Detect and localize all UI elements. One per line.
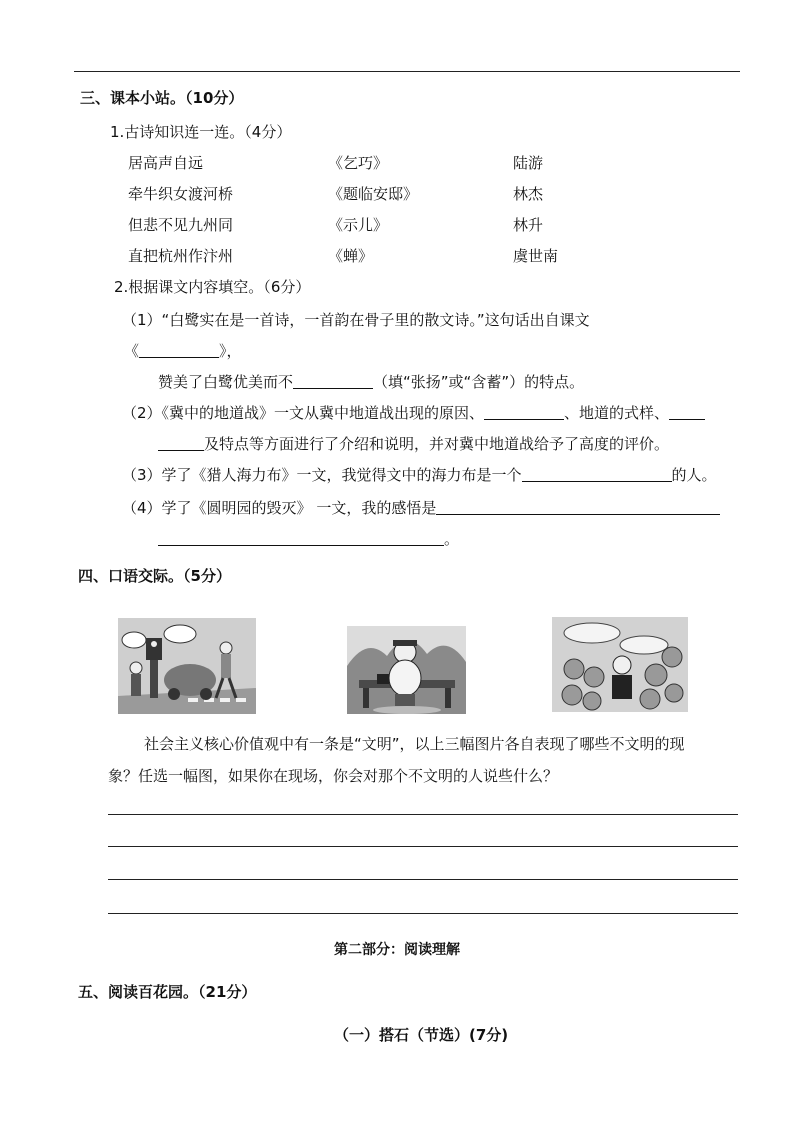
poem-line-1: 居高声自远 bbox=[128, 154, 204, 172]
oral-prompt-line2: 象？任选一幅图，如果你在现场，你会对那个不文明的人说些什么？ bbox=[108, 767, 559, 785]
blank-tunnel-2a[interactable] bbox=[669, 404, 705, 420]
poem-line-4: 直把杭州作汴州 bbox=[128, 247, 234, 265]
blank-insight-2[interactable] bbox=[158, 530, 444, 546]
reading-1-title: （一）搭石（节选）(7分) bbox=[334, 1026, 509, 1044]
poet-4: 虞世南 bbox=[513, 247, 559, 265]
q1-label: 1.古诗知识连一连。（4分） bbox=[110, 123, 292, 141]
poem-title-3: 《示儿》 bbox=[328, 216, 389, 234]
blank-tunnel-1[interactable] bbox=[484, 404, 564, 420]
section3-title: 三、课本小站。（10分） bbox=[80, 89, 244, 107]
q2-p4-line2: 。 bbox=[158, 528, 459, 549]
header-rule bbox=[74, 71, 740, 72]
bullying-cartoon bbox=[552, 617, 688, 712]
blank-trait[interactable] bbox=[293, 373, 373, 389]
poem-line-3: 但悲不见九州同 bbox=[128, 216, 234, 234]
q2-p1-line2: 《 》， bbox=[124, 342, 242, 360]
answer-line-3[interactable] bbox=[108, 879, 738, 880]
answer-line-1[interactable] bbox=[108, 814, 738, 815]
blank-hailibu[interactable] bbox=[522, 466, 672, 482]
blank-insight-1[interactable] bbox=[436, 499, 720, 515]
blank-lesson-title[interactable] bbox=[139, 342, 219, 358]
poet-1: 陆游 bbox=[513, 154, 544, 172]
section4-title: 四、口语交际。（5分） bbox=[78, 567, 231, 585]
q2-p2-line1: （2）《冀中的地道战》一文从冀中地道战出现的原因、 、地道的式样、 bbox=[122, 402, 705, 423]
q2-p2-line2: 及特点等方面进行了介绍和说明，并对冀中地道战给予了高度的评价。 bbox=[158, 433, 669, 454]
oral-prompt-line1: 社会主义核心价值观中有一条是“文明”，以上三幅图片各自表现了哪些不文明的现 bbox=[144, 735, 685, 753]
q2-p1-line1: （1）“白鹭实在是一首诗，一首韵在骨子里的散文诗。”这句话出自课文 bbox=[122, 311, 590, 329]
blank-tunnel-2b[interactable] bbox=[158, 435, 204, 451]
q2-label: 2.根据课文内容填空。（6分） bbox=[114, 278, 311, 296]
poem-line-2: 牵牛织女渡河桥 bbox=[128, 185, 234, 203]
answer-line-4[interactable] bbox=[108, 913, 738, 914]
poem-title-4: 《蝉》 bbox=[328, 247, 374, 265]
answer-line-2[interactable] bbox=[108, 846, 738, 847]
littering-cartoon bbox=[347, 626, 466, 714]
poet-3: 林升 bbox=[513, 216, 544, 234]
jaywalking-cartoon bbox=[118, 618, 256, 714]
part2-title: 第二部分：阅读理解 bbox=[334, 942, 460, 958]
q2-p3: （3）学了《猎人海力布》一文，我觉得文中的海力布是一个 的人。 bbox=[122, 466, 717, 484]
poem-title-1: 《乞巧》 bbox=[328, 154, 389, 172]
poet-2: 林杰 bbox=[513, 185, 544, 203]
q2-p4-line1: （4）学了《圆明园的毁灭》 一文，我的感悟是 bbox=[122, 497, 720, 518]
poem-title-2: 《题临安邸》 bbox=[328, 185, 419, 203]
section5-title: 五、阅读百花园。（21分） bbox=[78, 983, 257, 1001]
q2-p1-line3: 赞美了白鹭优美而不 （填“张扬”或“含蓄”）的特点。 bbox=[158, 373, 585, 391]
